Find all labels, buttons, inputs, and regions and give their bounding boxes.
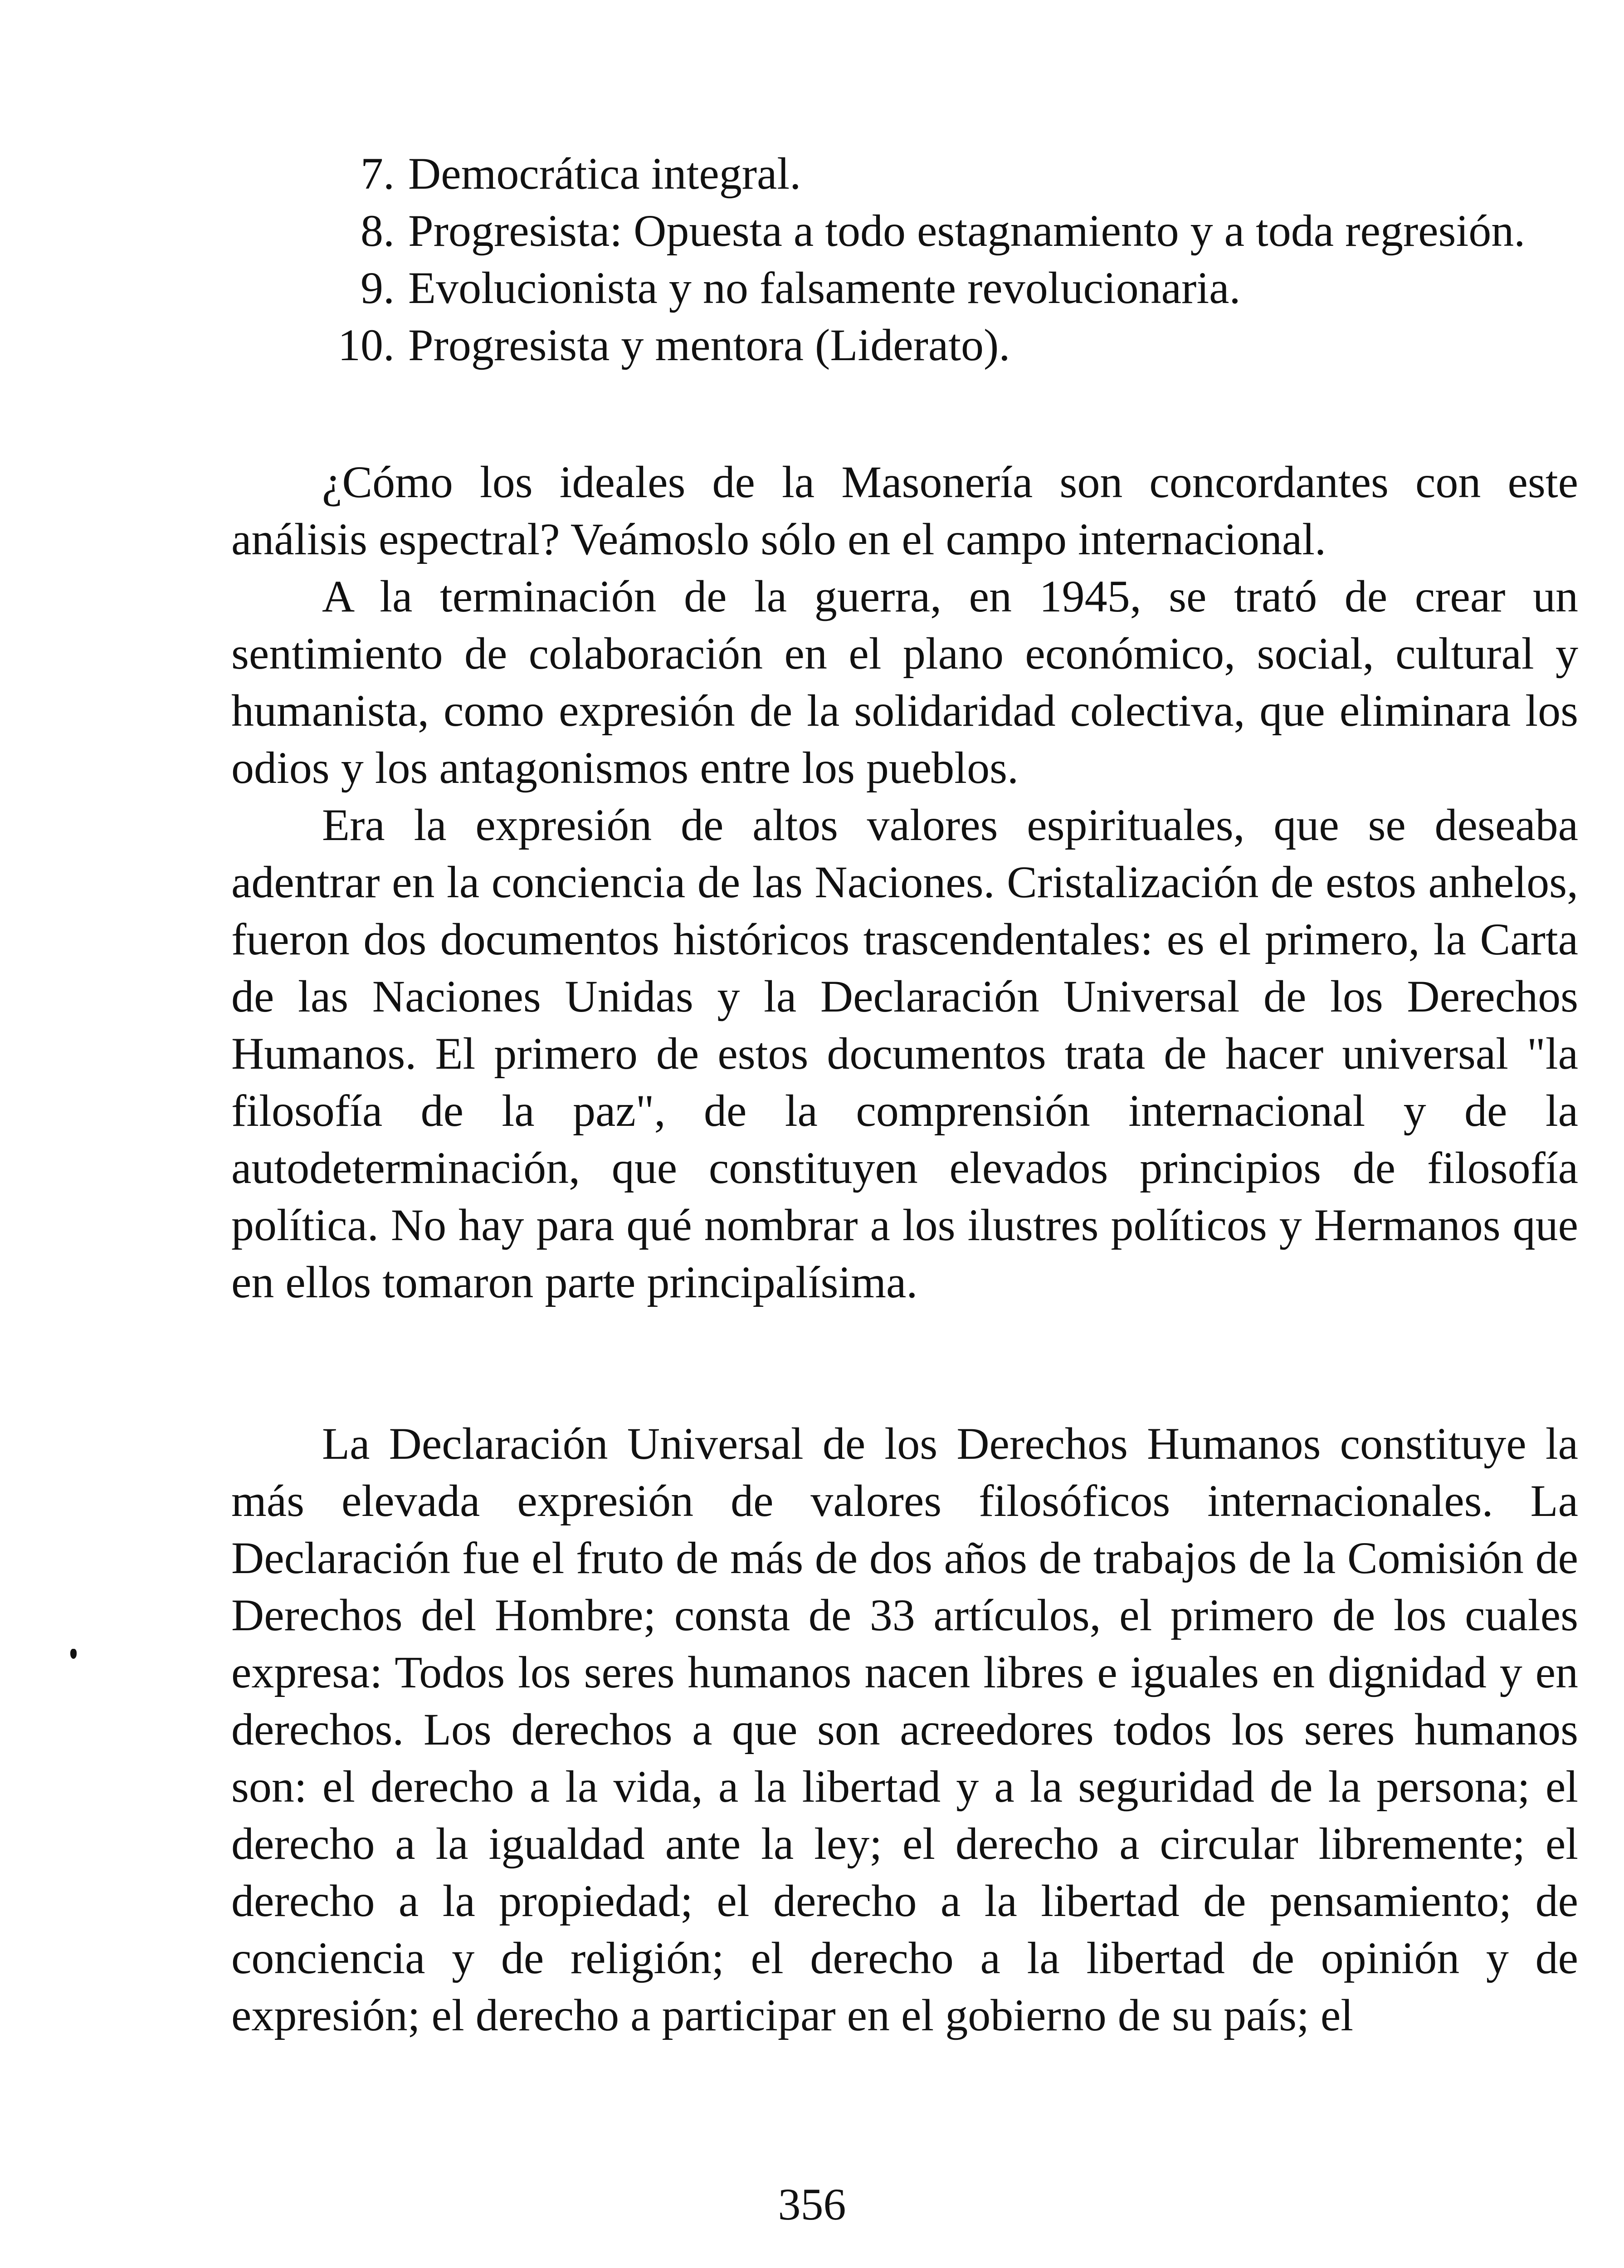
list-item-number: 8. (361, 205, 395, 256)
list-item-text: Evolucionista y no falsamente revolucionaria. (408, 263, 1241, 313)
list-item-text: Progresista y mentora (Liderato). (408, 320, 1010, 370)
paragraph-question: ¿Cómo los ideales de la Masonería son concordantes con este análisis espectral? Veámoslo sólo en el campo internacional. (231, 457, 1578, 564)
body-text-block-2 (231, 1415, 1578, 2044)
list-item-number: 7. (361, 148, 395, 199)
margin-mark (70, 1649, 77, 1659)
body-text-block-1 (231, 454, 1578, 1311)
paragraph-declaration: La Declaración Universal de los Derechos Humanos constituye la más elevada expresión de valores filosóficos internacionales. La Declaración fue el fruto de más de dos años de trabajos de la Comisión de Derechos del Hombre; consta de 33 artículos, el primero de los cuales expresa: Todos los seres humanos nacen libres e iguales en dignidad y en derechos. Los derechos a que son acreedores todos los seres humanos son: el derecho a la vida, a la libertad y a la seguridad de la persona; el derecho a la igualdad ante la ley; el derecho a circular libremente; el derecho a la propiedad; el derecho a la libertad de pensamiento; de conciencia y de religión; el derecho a la libertad de opinión y de expresión; el derecho a participar en el gobierno de su país; el (231, 1418, 1578, 2040)
paragraph-documents: Era la expresión de altos valores espirituales, que se deseaba adentrar en la conciencia de las Naciones. Cristalización de estos anhelos, fueron dos documentos históricos trascendentales: es el primero, la Carta de las Naciones Unidas y la Declaración Universal de los Derechos Humanos. El primero de estos documentos trata de hacer universal "la filosofía de la paz", de la comprensión internacional y de la autodeterminación, que constituyen elevados principios de filosofía política. No hay para qué nombrar a los ilustres políticos y Hermanos que en ellos tomaron parte principalísima. (231, 800, 1578, 1307)
page-number: 356 (778, 2179, 846, 2229)
list-item (327, 202, 1578, 259)
list-item-number: 9. (361, 263, 395, 313)
list-item-text: Progresista: Opuesta a todo estagnamiento y a toda regresión. (408, 205, 1526, 256)
list-item (327, 259, 1578, 317)
list-item-number: 10. (338, 320, 395, 370)
numbered-list (327, 145, 1578, 374)
list-item-text: Democrática integral. (408, 148, 801, 199)
list-item (327, 317, 1578, 374)
paragraph-postwar: A la terminación de la guerra, en 1945, se trató de crear un sentimiento de colaboración en el plano económico, social, cultural y humanista, como expresión de la solidaridad colectiva, que eliminara los odios y los antagonismos entre los pueblos. (231, 571, 1578, 793)
list-item (327, 145, 1578, 202)
